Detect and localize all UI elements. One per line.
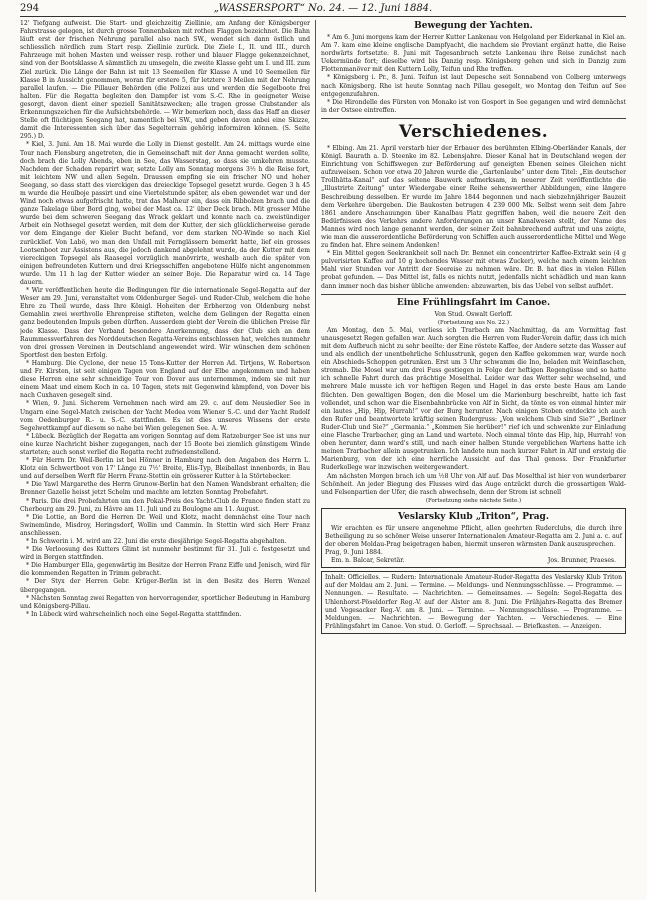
continued-note: (Fortsetzung siehe nächste Seite.) — [425, 497, 522, 504]
article-paragraph: 12' Tiefgang aufweist. Die Start- und gleichzeitig Ziellinie, am Anfang der Königsberger Fahrstrasse gelegen, ist durch grosse Tonnenbaken mit rothen Flaggen bezeichnet. Die Bahn läuft erst der frischen Nehrung parallel also nach SW., wendet sich dann östlich und schliesslich nördlich zum Start resp. Ziellinie zurück. Die Ziele I., II. und III., durch Fahrzeuge mit hohen Masten und weisser resp. rother und blauer Flagge gekennzeichnet, sind von der Bootsklasse A sämmtlich zu umsegeln, die zweite Klasse geht um I. und III. zum Ziel zurück. Die Länge der Bahn ist mit 13 Seemeilen für Klasse A und 10 Seemeilen für Klasse B in Aussicht genommen, woran für erstere 5, für letztere 3 Meilen mit der Nehrung parallel laufen. — Die Pillauer Behörden (die Polizei aus und werden die Segelboote frei halten. Für die Regatta begleiten den Dampfer ist vom S.-C. Rhe in geeigneter Weise gesorgt, davon dient einer speziell Sanitätszwecken; alle tragen grosse Clubstander als Erkennungszeichen für die Aufsichtsbehörde. — Wir bemerken noch, dass das Haff an dieser Stelle oft flüchtigen Seegang hat, namentlich bei SW., und geben davon anbei eine Skizze, damit die Interessenten sich über das Segelterrain gehörig informiren können. (S. Seite 295.) D. — [20, 20, 310, 141]
article-author: Von Stud. Oswalt Gerloff. — [434, 310, 513, 318]
misc-item-seasickness: * Ein Mittel gegen Seekrankheit soll nach Dr. Bennet ein concentrirter Kaffee-Extrakt sein (4 g pulverisirten Kaffee auf 10 g kochendes Wasser mit etwas Zucker), welche nach einem leichten Mahl vier Stunden vor Antritt der Seereise zu nehmen wäre. Dr. B. hat dies in vielen Fällen probat gefunden. — Das Mittel ist, falls es nichts nutzt, jedenfalls nicht schädlich und man kann dann immer noch das bisher übliche anwenden: abzuwarten, bis das Uebel von selbst aufhört. — [321, 250, 626, 290]
canoe-paragraph-2: Am nächsten Morgen brach ich um ½8 Uhr von Alf auf. Das Moselthal ist hier von wunderbarer Schönheit. An jeder Biegung des Flusses wird das Auge entzückt durch die grossartigen Wald- und Felsenpartien der Ufer, die rasch abwechseln, denn der Strom ist schnell — [321, 472, 626, 496]
news-item-margarethe: * Die Yawl Margarethe des Herrn Grunow-Berlin hat den Namen Wandsbrant erhalten; die Brenner Gazelle heisst jetzt Schelm und machte am letzten Sonntag Probefahrt. — [20, 481, 310, 497]
club-notice-box — [321, 508, 626, 568]
yacht-item-1: * Am 6. Juni morgens kam der Herrer Kutter Lankenau von Helgoland per Eiderkanal in Kiel an. Am 7. kam eine kleine englische Dampfyacht, die nachdem sie Proviant ergänzt hatte, die Reise nordwärts fortsetzte. 8. Juni mit Tagesanbruch setzte Lankenau ihre Reise zunächst nach Uekermünde fort; dieselbe wird bis Danzig resp. Königsberg gehen und sich in Danzig zum Flottenmanöver mit den Kuttern Lolly, Teifun und Rhe treffen. — [321, 34, 626, 74]
news-item-schwerin: * In Schwerin i. M. wird am 22. Juni die erste diesjährige Segel-Regatta abgehalten. — [26, 538, 287, 545]
masthead-title: „WASSERSPORT“ No. 24. — 12. Juni 1884. — [213, 3, 433, 14]
continuation-note: (Fortsetzung aus No. 22.) — [437, 319, 510, 326]
signature-secretary: Em. n. Balcar, Sekretär. — [331, 557, 405, 565]
news-item-luebeck: * Lübeck. Bezüglich der Regatta am vorigen Sonntag auf dem Ratzeburger See ist uns nur eine kurze Nachricht bisher zugegangen, nach der 15 Boote bei ziemlich günstigem Winde starteten; auch sonst verlief die Regatta recht zufriedenstellend. — [20, 432, 310, 456]
news-item-wien: * Wien, 9. Juni. Sicherem Vernehmen nach wird am 29. c. auf dem Neusiedler See in Ungarn eine Segel-Match zwischen der Yacht Medea vom Wiener S.-C. und der Yacht Rudolf vom Oedenburger R.- u. S.-C. stattfinden. Es ist dies unseres Wissens der erste Segelwettkampf auf diesem so nahe bei Wien gelegenen See. A. W. — [20, 400, 310, 432]
club-notice-heading: Veslarsky Klub „Triton“, Prag. — [398, 511, 549, 522]
column-divider — [315, 20, 316, 892]
section-heading-canoe: Eine Frühlingsfahrt im Canoe. — [396, 297, 551, 308]
signature-president: Jos. Brunner, Praeses. — [547, 557, 616, 565]
divider — [321, 294, 626, 295]
news-item-ella: * Die Hamburger Ella, gegenwärtig im Besitze der Herren Franz Eiffe und Jenisch, wird für die kommenden Regatten in Trimm gebracht. — [20, 562, 310, 578]
news-item-next-sunday: * Nächsten Sonntag zwei Regatten von hervorragender, sportlicher Bedeutung in Hamburg und Königsberg-Pillau. — [20, 594, 310, 610]
canoe-paragraph-1: Am Montag, den 5. Mai, verliess ich Trarbach am Nachmittag, da am Vormittag fast unausgesetzt Regen gefallen war. Auch sorgten die Herren vom Ruder-Verein dafür, dass ich mich mit dem Aufbruch nicht zu sehr beeilte: der Eine röstete Kaffee, der Andere setzte das Wasser auf und als endlich der unentbehrliche Schlusstrunk, gegen den Kaffee gekommen war, wurde noch ein Abschieds-Schoppen getrunken. Erst um 3 Uhr schwamm die Ino, beladen mit Weinflaschen, stromab. Die Mosel war um drei Fuss gestiegen in Folge der heftigen Regengüsse und so hatte ich schnelle Fahrt durch das prächtige Moselthal. Leider war das Wetter sehr wechselnd, und mehrere Male musste ich vor heftigen Regen und Hagel in das erste beste Haus am Lande flüchten. Den gewaltigen Bogen, den die Mosel um die Marienburg beschreibt, hatte ich fast vollendet, und schon war die Eisenbahnbrücke von Alf in Sicht, da tönte es von einmal hinter mir ein lautes „Hip, Hip, Hurrah!“ vor der Burg herunter. Nach einigen Stoben entdeckte ich auch den Rufer und beantwortete kräftig seinen Rudergruss: „Von welchem Club sind Sie?“ „Berliner Ruder-Club und Sie?“ „Germania.“ „Kommen Sie herüber!“ rief ich und schwenkte zur Einladung eine Flasche Trarbacher, ging an Land und wartete. Noch einmal tönte das Hip, hip, Hurrah! von oben herunter, dann ward's still, und nach einer halben Stunde vergeblichen Wartens hatte ich meinen Trarbacher allein ausgetrunken. Ich landete nun nach kurzer Fahrt in Alf und ersteig die Marienburg, von der ich eine herrliche Aussicht auf das Thal genoss. Der Frankfurter Ruderkollege war inzwischen weitergewandert. — [321, 326, 626, 472]
section-heading-yachts: Bewegung der Yachten. — [414, 21, 533, 31]
table-of-contents-box — [321, 571, 626, 634]
news-item-paris: * Paris. Die drei Probefahrten um den Pokal-Preis des Yacht-Club de France finden statt zu Cherbourg am 29. Juni, zu Hâvre am 11. Juli und zu Boulogne am 11. August. — [20, 497, 310, 513]
table-of-contents: Inhalt: Officielles. — Rudern: Internationale Amateur-Ruder-Regatta des Veslarsky Klub Triton auf der Moldau am 2. Juni. — Termine. — Meldungs- und Nennungsschlüsse. — Programme. — Nennungen. — Resultate. — Nachrichten. — Gemeinsames. — Segeln: Segel-Regatta des Uhlenhorst-Pöseldorfer Reg.-V. auf der Alster am 8. Juni. Die Frühjahrs-Regatta des Bremer und Vegesacker Reg.-V. am 8. Juni. — Termine. — Nennungsschlüsse. — Programme. — Meldungen. — Nachrichten. — Bewegung der Yachten. — Verschiedenes. — Eine Frühlingsfahrt im Canoe. Von stud. O. Gerloff. — Sprechsaal. — Briefkasten. — Anzeigen. — [325, 574, 622, 630]
news-item-luebeck-regatta: * In Lübeck wird wahrscheinlich noch eine Segel-Regatta stattfinden. — [26, 610, 242, 618]
yacht-item-2: * Königsberg i. Pr., 8. Juni. Teifun ist laut Depesche seit Sonnabend von Colberg unterwegs nach Königsberg. Rhe ist heute Sonntag nach Pillau gesegelt, wo Montag den Teifun auf See entgegenzufahren. — [321, 74, 626, 98]
divider — [321, 118, 626, 119]
news-item-dr-weil: * Für Herrn Dr. Weil-Berlin ist bei Hönner in Hamburg nach den Angaben des Herrn L. Klotz ein Schwertboot von 17' Länge zu 7½' Breite, Elis-Typ, Bleiballast innenbords, in Bau und auf derselben Werft für Herrn Franz-Stettin ein grösserer Kutter à la Störtebecker. — [20, 457, 310, 481]
page-header — [20, 3, 626, 17]
news-item-weser-regatta: * Wir veröffentlichen heute die Bedingungen für die internationale Segel-Regatta auf der Weser am 29. Juni, veranstaltet vom Oldenburger Segel- und Ruder-Club, welchem die hohe Ehre zu Theil wurde, dass Ihre Königl. Hoheiten der Erbherzog von Oldenburg nebst Gemahlin zwei werthvolle Ehrenpreise stifteten, welche dem Gelingen der Regatta einen ganz bedeutenden Impuls geben dürften. Ausserdem giebt der Verein die üblichen Preise für jede Klasse. Dass der Verband besondere Anerkennung, dass der Club sich an dem Raummessverfahren des Norddeutschen Regatta-Vereins entschlossen hat, welches nunmehr von drei grossen Vereinen in Deutschland angewendet wird. Wir wünschen dem schönen Sportfest den besten Erfolg. — [20, 287, 310, 359]
misc-item-elbing: * Elbing. Am 21. April verstarb hier der Erbauer des berühmten Elbing-Oberländer Kanals, der Königl. Baurath a. D. Steenke im 82. Lebensjahre. Dieser Kanal hat in Deutschland wegen der Einrichtung von Schiffswegen zur Beförderung auf geneigten Ebenen seines Gleichen nicht aufzuweisen. Schon vor etwa 20 Jahren wurde die „Gartenlaube“ unter dem Titel: „Ein deutscher Trollhätta-Kanal“ auf das seltene Bauwerk aufmerksam, in neuerer Zeit veröffentlichte die „Illustrirte Zeitung“ unter Wiedergabe einer Reihe sehenswerther Abbildungen, eine längere Beschreibung desselben. Er wurde im Jahre 1844 begonnen und nach siebzehnjähriger Bauzeit dem Verkehre übergeben. Die Baukosten betrugen 4 239 000 Mk. Selbst wenn seit dem Jahre 1861 andere Anschauungen über Kanalbau Platz gegriffen haben, weil die neuere Zeit den Bedürfnissen des Verkehrs andere Anforderungen an unser Kanalwesen stellt, der Name des Mannes wird noch lange genannt werden, der seiner Zeit bahnbrechend auftrat und uns zeigte, wie man die ausserordentliche Beförderung von Schiffen auch ausserordentliche Mittel und Wege zu finden hat. Ehre seinem Andenken! — [321, 144, 626, 250]
news-item-glimt: * Die Verloosung des Kutters Glimt ist nunmehr bestimmt für 31. Juli c. festgesetzt und wird in Bergen stattfinden. — [20, 546, 310, 562]
page-number: 294 — [20, 3, 40, 14]
club-notice-text: Wir erachten es für unsere angenehme Pflicht, allen geehrten Ruderclubs, die durch ihre Betheiligung zu so schöner Weise unserer Internationalen Amateur-Regatta am 2. Juni a. c. auf der oberen Moldau-Prag beigetragen haben, hiermit unseren wärmsten Dank auszusprechen. — [325, 524, 622, 549]
news-item-hamburg: * Hamburg. Die Cyclone, der neue 15 Tons-Kutter der Herren Ad. Tirtjens, W. Robertson und Fr. Kirsten, ist seit einigen Tagen von England auf der Elbe angekommen und haben diese Herren eine sehr schneidige Tour von Dover aus unternommen, indem sie mit nur einem Maat und einem Koch in ca. 10 Tagen, stets mit Gegenwind kämpfend, von Dover bis nach Cuxhaven gesegelt sind. — [20, 359, 310, 400]
club-signatures — [325, 557, 622, 565]
left-column — [20, 20, 310, 892]
yacht-item-3: * Die Hirondelle des Fürsten von Monako ist von Gosport in See gegangen und wird demnächst in der Ostsee eintreffen. — [321, 98, 626, 114]
club-notice-place-date: Prag, 9. Juni 1884. — [325, 549, 383, 557]
news-item-styx: * Der Styx der Herren Gebr. Krüger-Berlin ist in den Besitz des Herrn Wenzel übergegangen. — [20, 578, 310, 594]
right-column — [321, 20, 626, 892]
section-heading-misc: Verschiedenes. — [398, 121, 549, 142]
news-item-lottie: * Die Lottie, an Bord die Herren Dr. Weil und Klotz, macht demnächst eine Tour nach Swinemünde, Misdroy, Heringsdorf, Wollin und Cammin. In Stettin wird sich Herr Franz anschliessen. — [20, 513, 310, 537]
news-item-kiel: * Kiel, 3. Juni. Am 18. Mai wurde die Lolly in Dienst gestellt. Am 24. mittags wurde eine Tour nach Flensburg angetreten, die in Gemeinschaft mit der Anna gemacht werden sollte, doch brach die Lolly Abends, eben in See, das Wasserstag, so dass sie umkehren musste. Nachdem der Schaden reparirt war, setzte Lolly am Sonntag morgens 3½ h die Reise fort, mit leichtem NW und allen Segeln. Draussen empfing sie ein frischer NO und hoher Seegang, so dass statt des vierckigen das dreieckige Topsegel gesetzt wurde. Gegen 3 h 45 m wurde die Heulboje passirt und eine Viertelstunde später, als eben gewendet war und der Wind noch etwas aufgefrischt hatte, trat das Malheur ein, dass ein Ribbolzen brach und die ganze Takelage über Bord ging, wobei der Mast ca. 12' über Deck brach. Mit grosser Mühe wurde bei dem schweren Seegang das Wrack geklart und konnte nach ca. zweistündiger Arbeit ein Nothsegel gesetzt werden, mit dem der Kutter, der sich glücklicherweise gerade vor dem Eingange der Kieler Bucht befand, vor dem starken NO-Winde so nach Kiel zurücklief. Von Labö, wo man den Unfall mit Fernglässern bemerkt hatte, lief ein grosses Lootsenboot zur Assistens aus, die jedoch dankend abgelehnt wurde, da der Kutter mit dem viereckigen Topsegel als Raasegel vorzüglich manövrirte, weshalb auch die später von einigen befreundeten Kuttern und drei Kriegsschiffen angebotene Hülfe nicht angenommen wurde. Um 11 h lag der Kutter wieder an seiner Boje. Die Reparatur wird ca. 14 Tage dauern. — [20, 141, 310, 286]
